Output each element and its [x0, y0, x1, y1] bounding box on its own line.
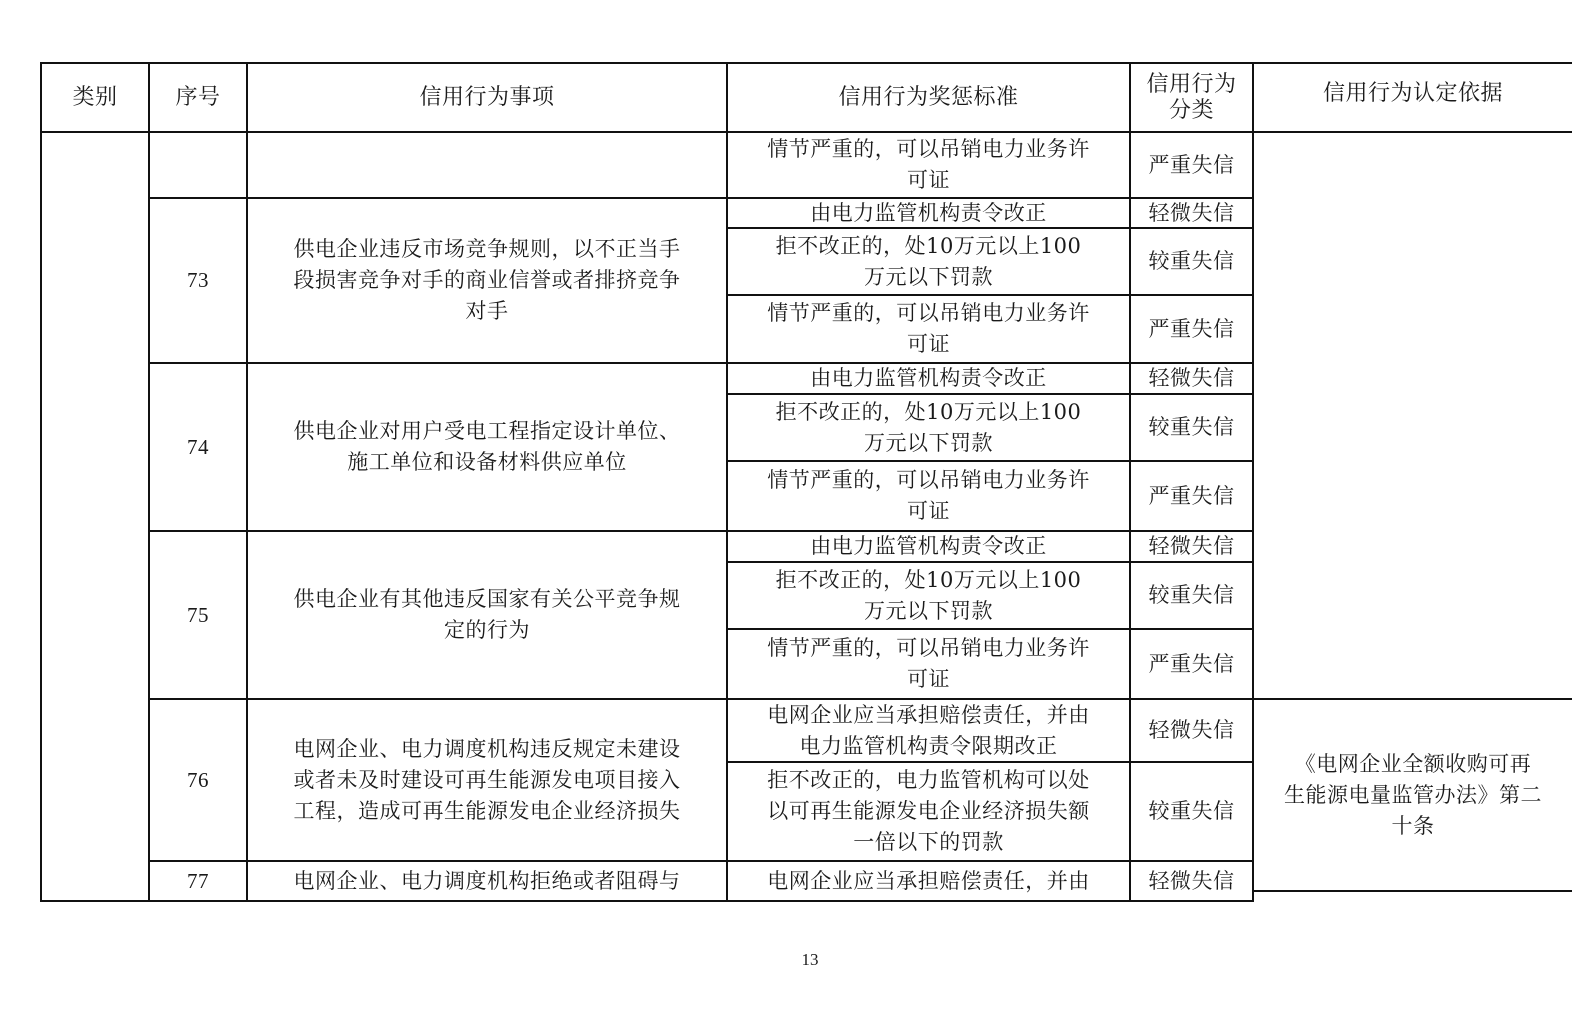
- row-77-class-1: 轻微失信: [1148, 868, 1235, 893]
- row-74-standard-3: 情节严重的，可以吊销电力业务许 可证: [767, 468, 1090, 523]
- continued-class: 严重失信: [1148, 152, 1235, 177]
- row-77-seq: 77: [187, 868, 209, 893]
- row-75-class-1: 轻微失信: [1148, 534, 1235, 558]
- row-76-class-1: 轻微失信: [1148, 718, 1235, 742]
- row-73-item: 供电企业违反市场竞争规则，以不正当手 段损害竞争对手的商业信誉或者排挤竞争 对手: [293, 237, 681, 323]
- row-73-standard-1: 由电力监管机构责令改正: [810, 200, 1047, 225]
- header-category: 类别: [72, 84, 118, 110]
- row-76-standard-1: 电网企业应当承担赔偿责任，并由 电力监管机构责令限期改正: [767, 702, 1090, 758]
- row-74-class-3: 严重失信: [1148, 483, 1235, 508]
- credit-table: [40, 62, 1572, 904]
- row-75-standard-3: 情节严重的，可以吊销电力业务许 可证: [767, 636, 1090, 691]
- row-76-class-2: 较重失信: [1148, 799, 1235, 823]
- row-74-class-2: 较重失信: [1148, 415, 1235, 439]
- row-75-class-2: 较重失信: [1148, 583, 1235, 607]
- page-number: 13: [801, 950, 819, 969]
- header-basis: 信用行为认定依据: [1322, 81, 1503, 106]
- row-77-standard-1: 电网企业应当承担赔偿责任，并由: [767, 868, 1090, 893]
- row-74-standard-1: 由电力监管机构责令改正: [810, 366, 1047, 390]
- row-74-class-1: 轻微失信: [1148, 366, 1235, 390]
- row-76-item: 电网企业、电力调度机构违反规定未建设 或者未及时建设可再生能源发电项目接入 工程，造成可再生能源发电企业经济损失: [293, 736, 681, 823]
- continued-standard: 情节严重的，可以吊销电力业务许 可证: [767, 137, 1090, 192]
- row-77-item: 电网企业、电力调度机构拒绝或者阻碍与: [293, 868, 681, 893]
- row-73-standard-3: 情节严重的，可以吊销电力业务许 可证: [767, 301, 1090, 356]
- row-73-class-3: 严重失信: [1148, 316, 1235, 341]
- row-73-class-1: 轻微失信: [1148, 200, 1235, 225]
- header-standard: 信用行为奖惩标准: [838, 84, 1019, 110]
- row-75-standard-1: 由电力监管机构责令改正: [810, 534, 1047, 558]
- row-75-class-3: 严重失信: [1148, 651, 1235, 676]
- row-76-seq: 76: [187, 767, 209, 792]
- row-75-seq: 75: [187, 602, 209, 627]
- row-74-seq: 74: [187, 434, 209, 459]
- row-73-seq: 73: [187, 268, 209, 292]
- row-73-class-2: 较重失信: [1148, 249, 1235, 273]
- row-73-standard-2: 拒不改正的，处10万元以上100 万元以下罚款: [775, 233, 1082, 289]
- header-class: 信用行为 分类: [1146, 71, 1237, 123]
- row-76-basis: 《电网企业全额收购可再 生能源电量监管办法》第二 十条: [1284, 751, 1542, 838]
- row-74-item: 供电企业对用户受电工程指定设计单位、 施工单位和设备材料供应单位: [293, 419, 681, 474]
- row-74-standard-2: 拒不改正的，处10万元以上100 万元以下罚款: [775, 399, 1082, 455]
- header-seq: 序号: [175, 84, 221, 110]
- row-76-standard-2: 拒不改正的，电力监管机构可以处 以可再生能源发电企业经济损失额 一倍以下的罚款: [767, 768, 1090, 854]
- header-item: 信用行为事项: [419, 84, 555, 110]
- row-75-standard-2: 拒不改正的，处10万元以上100 万元以下罚款: [775, 567, 1082, 623]
- row-75-item: 供电企业有其他违反国家有关公平竞争规 定的行为: [293, 587, 681, 642]
